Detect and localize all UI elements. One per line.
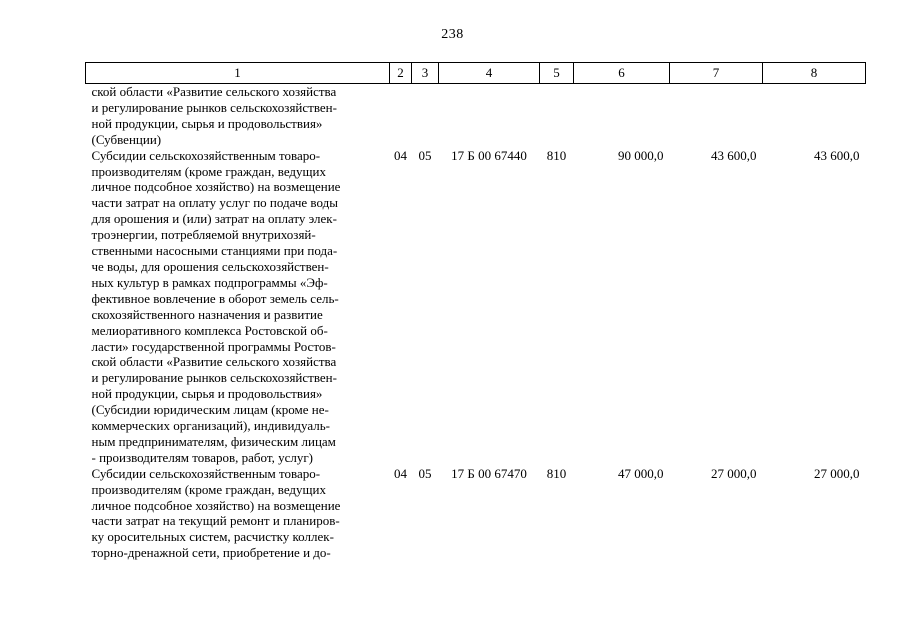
cell-amount-1: 47 000,0 (618, 465, 664, 481)
description-line: производителям (кроме граждан, ведущих (91, 481, 327, 497)
cell-subsection (412, 84, 439, 148)
cell-amount-2: 27 000,0 (711, 465, 757, 481)
cell-expense-type (540, 84, 574, 148)
description-line: коммерческих организаций), индивидуаль- (91, 418, 331, 434)
cell-section: 04 (394, 147, 407, 163)
description-line: мелиоративного комплекса Ростовской об- (91, 322, 328, 338)
description-line: троэнергии, потребляемой внутрихозяй- (91, 227, 316, 243)
description-line: ным предпринимателям, физическим лицам (91, 433, 336, 449)
description-line: ку оросительных систем, расчистку коллек- (91, 529, 334, 545)
header-col-1: 1 (86, 63, 390, 84)
description-line: части затрат на текущий ремонт и планиров- (91, 513, 340, 529)
cell-target-article: 17 Б 00 67440 (451, 147, 527, 163)
description-line: ственными насосными станциями при пода- (91, 243, 338, 259)
header-col-2: 2 (390, 63, 412, 84)
page-number: 238 (441, 27, 464, 42)
table-body (86, 84, 866, 562)
description-line: че воды, для орошения сельскохозяйствен- (91, 258, 329, 274)
description-line: личное подсобное хозяйство) на возмещение (91, 179, 341, 195)
description-line: ской области «Развитие сельского хозяйства (91, 354, 337, 370)
budget-table (85, 62, 866, 561)
cell-amount-1: 90 000,0 (618, 147, 664, 163)
description-line: и регулирование рынков сельскохозяйствен- (91, 99, 337, 115)
description-line: части затрат на оплату услуг по подаче воды (91, 195, 338, 211)
row-description (86, 466, 390, 561)
cell-amount-1 (574, 84, 670, 148)
cell-target-article (439, 84, 540, 148)
cell-amount-3: 43 600,0 (814, 147, 860, 163)
description-line: ной продукции, сырья и продовольствия» (91, 115, 323, 131)
description-line: торно-дренажной сети, приобретение и до- (91, 545, 331, 561)
row-description (86, 148, 390, 466)
description-line: для орошения и (или) затрат на оплату элек- (91, 211, 337, 227)
description-line: - производителям товаров, работ, услуг) (91, 449, 313, 465)
description-line: ной продукции, сырья и продовольствия» (91, 386, 323, 402)
cell-amount-3: 27 000,0 (814, 465, 860, 481)
header-col-6: 6 (574, 63, 670, 84)
description-line: (Субвенции) (91, 131, 162, 147)
cell-subsection: 05 (418, 147, 432, 163)
description-line: и регулирование рынков сельскохозяйствен- (91, 370, 337, 386)
description-line: Субсидии сельскохозяйственным товаро- (91, 465, 321, 481)
cell-amount-3 (763, 84, 866, 148)
cell-target-article: 17 Б 00 67470 (451, 465, 527, 481)
table-row (86, 84, 866, 148)
row-description (86, 84, 390, 148)
description-line: личное подсобное хозяйство) на возмещение (91, 497, 341, 513)
description-line: скохозяйственного назначения и развитие (91, 306, 323, 322)
cell-expense-type: 810 (546, 465, 567, 481)
description-line: Субсидии сельскохозяйственным товаро- (91, 147, 321, 163)
description-line: ных культур в рамках подпрограммы «Эф- (91, 274, 328, 290)
cell-amount-2: 43 600,0 (711, 147, 757, 163)
cell-amount-2 (670, 84, 763, 148)
table-header (86, 63, 866, 84)
table-row (86, 148, 866, 466)
cell-subsection: 05 (418, 465, 432, 481)
description-line: ской области «Развитие сельского хозяйства (91, 84, 337, 99)
cell-section: 04 (394, 465, 407, 481)
cell-section (390, 84, 412, 148)
table-row (86, 466, 866, 561)
description-line: ласти» государственной программы Ростов- (91, 338, 336, 354)
description-line: фективное вовлечение в оборот земель сель- (91, 290, 339, 306)
cell-expense-type: 810 (546, 147, 567, 163)
header-col-4: 4 (439, 63, 540, 84)
header-col-7: 7 (670, 63, 763, 84)
description-line: производителям (кроме граждан, ведущих (91, 163, 327, 179)
description-line: (Субсидии юридическим лицам (кроме не- (91, 402, 329, 418)
header-col-5: 5 (540, 63, 574, 84)
header-row (86, 63, 866, 84)
header-col-3: 3 (412, 63, 439, 84)
header-col-8: 8 (763, 63, 866, 84)
